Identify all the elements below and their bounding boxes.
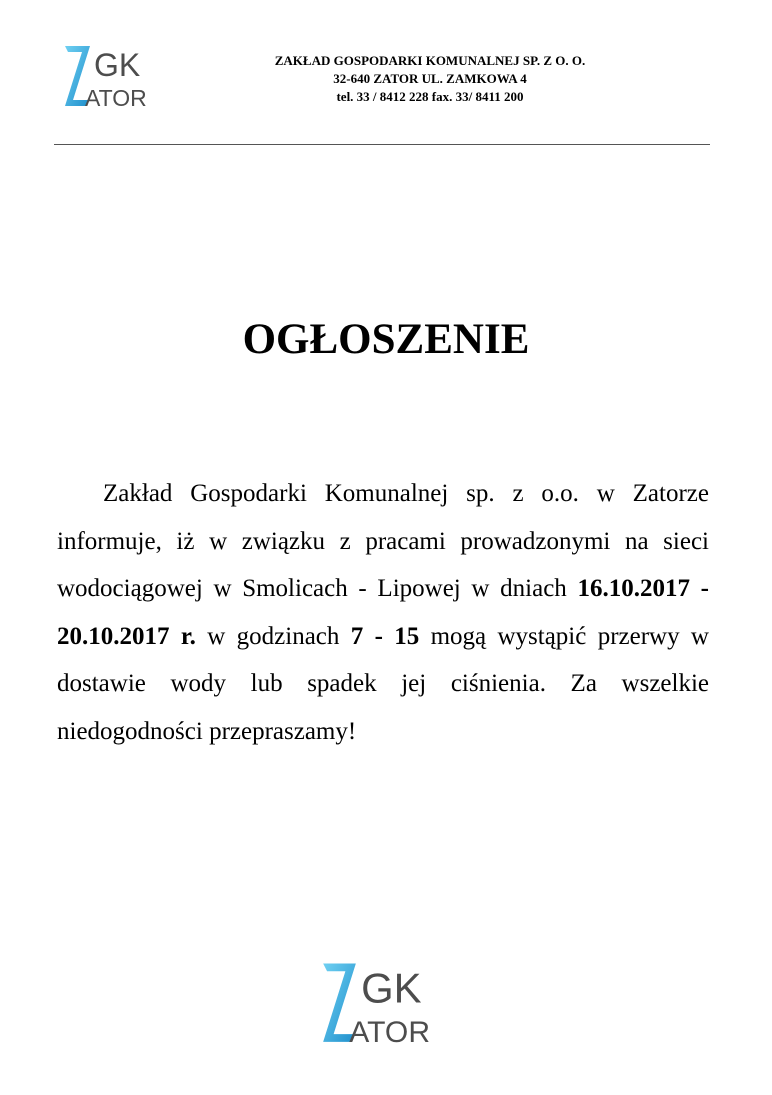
logo-gk-text: GK: [361, 964, 422, 1012]
zgk-logo-bottom: [314, 950, 450, 1058]
notice-title: OGŁOSZENIE: [242, 316, 530, 363]
notice-text-1: Zakład Gospodarki Komunalnej sp. z o.o. w Zatorze informuje, iż w związku z pracami prowadzonymi na sieci wodociągowej w Smolicach - Lipowej w dniach: [57, 480, 709, 603]
notice-hours: 7 - 15: [350, 622, 420, 650]
company-name: ZAKŁAD GOSPODARKI KOMUNALNEJ SP. Z O. O.: [274, 53, 586, 68]
notice-paragraph: [57, 470, 709, 756]
logo-ator-text: ATOR: [85, 85, 147, 111]
logo-ator-text: ATOR: [349, 1015, 431, 1049]
notice-text-3: mogą wystąpić przerwy w dostawie wody lub spadek jej ciśnienia. Za wszelkie niedogodności przepraszamy!: [57, 622, 709, 745]
zgk-logo-icon: [314, 950, 450, 1058]
notice-body: [57, 470, 709, 756]
company-header: [160, 52, 700, 106]
notice-dates: 16.10.2017 - 20.10.2017 r.: [57, 575, 710, 650]
header-divider: [54, 144, 710, 145]
logo-gk-text: GK: [94, 47, 141, 83]
zgk-logo-top: [58, 36, 162, 118]
company-address: 32-640 ZATOR UL. ZAMKOWA 4: [333, 71, 527, 86]
zgk-logo-icon: [58, 36, 162, 118]
notice-text-2: w godzinach: [195, 622, 351, 650]
company-contact: tel. 33 / 8412 228 fax. 33/ 8411 200: [336, 89, 524, 104]
